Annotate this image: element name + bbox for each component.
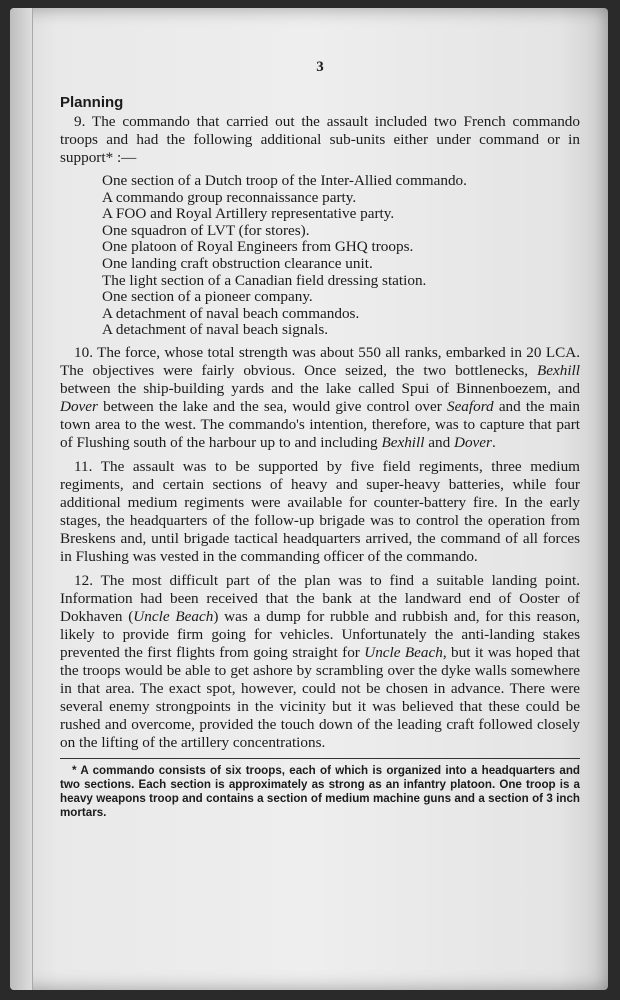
paragraph-10-text: 10. The force, whose total strength was about 550 all ranks, embarked in 20 LCA. The objectives were fairly obvious. Once seized, the two bottlenecks, bbox=[60, 343, 580, 379]
paragraph-11: 11. The assault was to be supported by five field regiments, three medium regiments, and certain sections of heavy and super-heavy batteries, while four additional medium regiments were available for counter-battery fire. In the early stages, the headquarters of the follow-up brigade was to control the operation from Breskens and, until brigade tactical headquarters arrived, the command of all forces in Flushing was vested in the commanding officer of the commando. bbox=[60, 457, 580, 565]
place-name-seaford: Seaford bbox=[446, 397, 494, 415]
place-name-uncle-beach: Uncle Beach bbox=[133, 607, 214, 625]
paragraph-9-intro: 9. The commando that carried out the assault included two French commando troops and had the following additional sub-units either under command or in support* :— bbox=[60, 113, 580, 166]
paragraph-10-text: between the ship-building yards and the lake called Spui of Binnenboezem, and bbox=[60, 379, 580, 397]
place-name-dover: Dover bbox=[60, 397, 98, 415]
list-item: One platoon of Royal Engineers from GHQ troops. bbox=[102, 238, 414, 256]
book-spine bbox=[10, 8, 33, 990]
paragraph-12-text: , but it was hoped that the troops would be able to get ashore by scrambling over the dyke walls somewhere in that area. The exact spot, however, could not be chosen in advance. There were several enemy strongpoints in the vicinity but it was believed that these could be rushed and overcome, provided the touch down of the leading craft followed closely on the lifting of the artillery concentrations. bbox=[60, 643, 580, 751]
paragraph-10 bbox=[60, 344, 580, 452]
list-item: One squadron of LVT (for stores). bbox=[102, 221, 310, 239]
list-item: One section of a Dutch troop of the Inter-Allied commando. bbox=[102, 172, 467, 189]
list-item: A detachment of naval beach signals. bbox=[102, 321, 329, 339]
place-name-bexhill: Bexhill bbox=[381, 433, 425, 451]
paragraph-12-text: 12. The most difficult part of the plan was to find a suitable landing point. Information had been received that the bank at the landward end of Ooster of Dokhaven ( bbox=[60, 571, 580, 625]
list-item: One section of a pioneer company. bbox=[102, 288, 313, 306]
place-name-dover: Dover bbox=[453, 433, 492, 451]
section-heading: Planning bbox=[60, 94, 124, 111]
list-item: A commando group reconnaissance party. bbox=[102, 188, 357, 206]
place-name-bexhill: Bexhill bbox=[536, 361, 580, 379]
page-number: 3 bbox=[316, 59, 324, 75]
list-item: One landing craft obstruction clearance unit. bbox=[102, 254, 373, 272]
list-item: A detachment of naval beach commandos. bbox=[102, 304, 360, 322]
footnote-divider bbox=[60, 758, 580, 759]
place-name-uncle-beach: Uncle Beach bbox=[364, 643, 443, 661]
list-item: A FOO and Royal Artillery representative party. bbox=[102, 205, 395, 223]
paragraph-12 bbox=[60, 572, 580, 752]
list-item: The light section of a Canadian field dressing station. bbox=[102, 271, 427, 289]
sub-units-list bbox=[102, 173, 580, 339]
paragraph-10-text: and the main town area to the west. The commando's intention, therefore, was to capture that part of Flushing south of the harbour up to and including bbox=[60, 397, 580, 451]
page-content bbox=[60, 58, 580, 820]
paragraph-12-text: ) was a dump for rubble and rubbish and, for this reason, likely to provide firm going for vehicles. Unfortunately the anti-landing stakes prevented the first flights from going straight for bbox=[60, 607, 580, 661]
book-page bbox=[10, 8, 608, 990]
paragraph-10-text: and bbox=[424, 433, 454, 451]
paragraph-10-text: . bbox=[491, 433, 496, 451]
paragraph-10-text: between the lake and the sea, would give control over bbox=[97, 397, 447, 415]
footnote: * A commando consists of six troops, each of which is organized into a headquarters and two sections. Each section is approximately as strong as an infantry platoon. One troop is a heavy weapons troop and contains a section of medium machine guns and a section of 3 inch mortars. bbox=[60, 763, 580, 819]
